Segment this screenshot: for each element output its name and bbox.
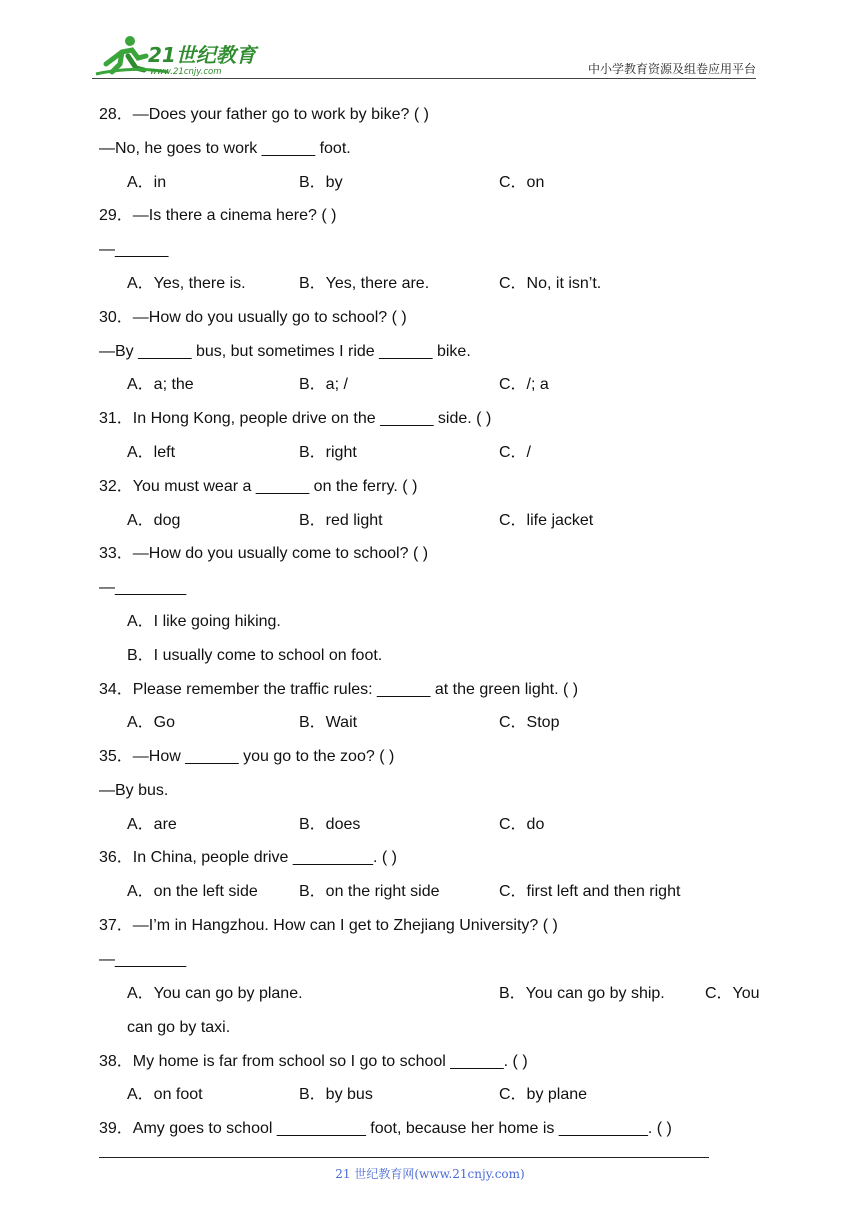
question-29-answer-line: —______ bbox=[99, 241, 169, 258]
question-33-answer-line: —________ bbox=[99, 579, 187, 596]
question-39-stem: 39．Amy goes to school __________ foot, because her home is __________. ( ) bbox=[99, 1120, 672, 1137]
platform-label: 中小学教育资源及组卷应用平台 bbox=[587, 62, 756, 76]
question-28-option-a: A．in bbox=[127, 174, 167, 191]
question-30-option-b: B．a; / bbox=[299, 376, 348, 393]
question-34-option-a: A．Go bbox=[127, 714, 176, 731]
question-33-stem: 33．—How do you usually come to school? ( ) bbox=[99, 545, 429, 562]
question-36-option-c: C．first left and then right bbox=[499, 883, 681, 900]
question-34-option-c: C．Stop bbox=[499, 714, 560, 731]
page-footer: 21 世纪教育网(www.21cnjy.com) bbox=[335, 1167, 525, 1181]
question-28-option-c: C．on bbox=[499, 174, 545, 191]
question-29-option-b: B．Yes, there are. bbox=[299, 275, 430, 292]
question-37-option-b: B．You can go by ship. bbox=[499, 985, 665, 1002]
question-32-option-b: B．red light bbox=[299, 512, 383, 529]
question-38-option-a: A．on foot bbox=[127, 1086, 203, 1103]
question-30-stem: 30．—How do you usually go to school? ( ) bbox=[99, 309, 407, 326]
question-36-stem: 36．In China, people drive _________. ( ) bbox=[99, 849, 397, 866]
question-37-option-c: C．You bbox=[705, 985, 760, 1002]
logo-url: www.21cnjy.com bbox=[150, 67, 222, 77]
question-34-stem: 34．Please remember the traffic rules: ______ at the green light. ( ) bbox=[99, 681, 579, 698]
page-header bbox=[0, 0, 860, 80]
question-35-option-b: B．does bbox=[299, 816, 361, 833]
logo-text: 21世纪教育 bbox=[148, 43, 256, 67]
question-36-option-b: B．on the right side bbox=[299, 883, 440, 900]
question-37-option-c-continued: can go by taxi. bbox=[127, 1019, 231, 1036]
question-32-option-c: C．life jacket bbox=[499, 512, 594, 529]
question-37-option-a: A．You can go by plane. bbox=[127, 985, 303, 1002]
question-28-stem: 28．—Does your father go to work by bike? ( ) bbox=[99, 106, 429, 123]
question-33-option-a: A．I like going hiking. bbox=[127, 613, 281, 630]
question-31-stem: 31．In Hong Kong, people drive on the ______ side. ( ) bbox=[99, 410, 492, 427]
question-30-answer-line: —By ______ bus, but sometimes I ride ______ bike. bbox=[99, 343, 471, 360]
question-33-option-b: B．I usually come to school on foot. bbox=[127, 647, 383, 664]
question-28-answer-line: —No, he goes to work ______ foot. bbox=[99, 140, 351, 157]
question-37-answer-line: —________ bbox=[99, 951, 187, 968]
question-35-answer-line: —By bus. bbox=[99, 782, 169, 799]
question-38-option-c: C．by plane bbox=[499, 1086, 588, 1103]
question-30-option-c: C．/; a bbox=[499, 376, 549, 393]
question-29-stem: 29．—Is there a cinema here? ( ) bbox=[99, 207, 337, 224]
question-37-stem: 37．—I’m in Hangzhou. How can I get to Zhejiang University? ( ) bbox=[99, 917, 558, 934]
footer-divider bbox=[99, 1157, 709, 1158]
header-divider bbox=[92, 78, 756, 79]
question-31-option-c: C．/ bbox=[499, 444, 532, 461]
question-38-stem: 38．My home is far from school so I go to school ______. ( ) bbox=[99, 1053, 528, 1070]
question-32-option-a: A．dog bbox=[127, 512, 181, 529]
logo bbox=[92, 34, 262, 78]
question-34-option-b: B．Wait bbox=[299, 714, 358, 731]
question-28-option-b: B．by bbox=[299, 174, 343, 191]
question-32-stem: 32．You must wear a ______ on the ferry. ( ) bbox=[99, 478, 418, 495]
question-38-option-b: B．by bus bbox=[299, 1086, 373, 1103]
question-35-option-c: C．do bbox=[499, 816, 545, 833]
question-35-option-a: A．are bbox=[127, 816, 177, 833]
question-31-option-b: B．right bbox=[299, 444, 357, 461]
question-36-option-a: A．on the left side bbox=[127, 883, 258, 900]
question-29-option-a: A．Yes, there is. bbox=[127, 275, 246, 292]
question-35-stem: 35．—How ______ you go to the zoo? ( ) bbox=[99, 748, 395, 765]
question-30-option-a: A．a; the bbox=[127, 376, 194, 393]
question-31-option-a: A．left bbox=[127, 444, 176, 461]
question-29-option-c: C．No, it isn’t. bbox=[499, 275, 602, 292]
